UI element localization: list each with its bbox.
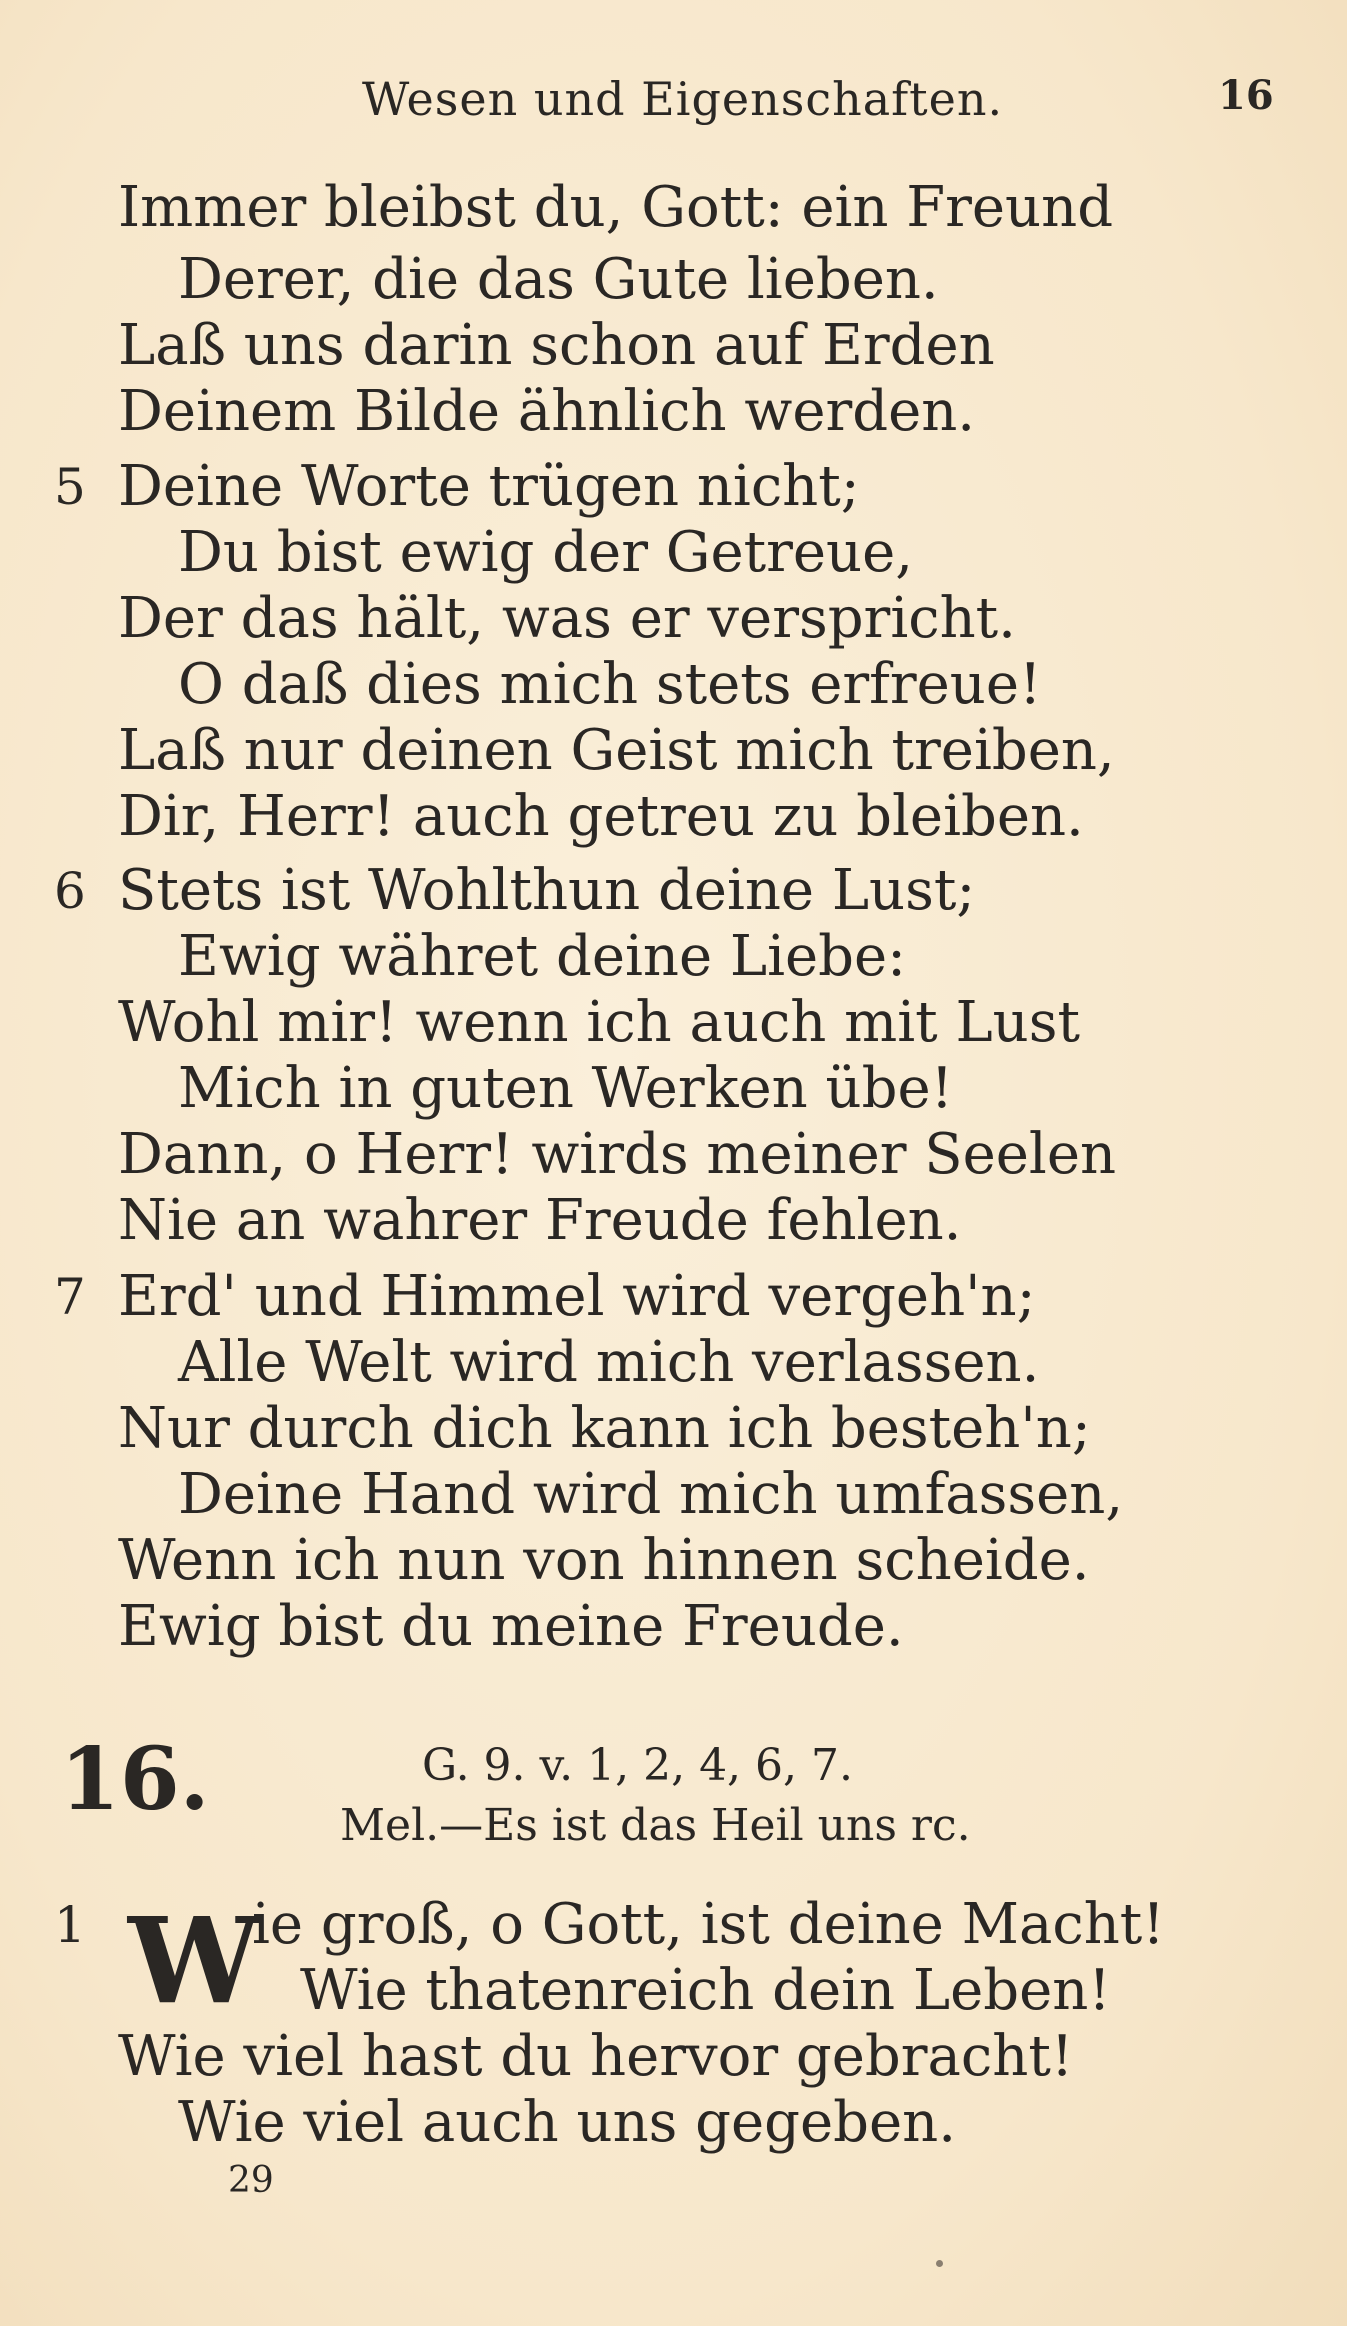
hymn-melody: Mel.—Es ist das Heil uns rc.: [340, 1800, 971, 1851]
verse-number: 7: [54, 1268, 86, 1326]
verse-line: Immer bleibst du, Gott: ein Freund: [118, 175, 1114, 240]
verse-line: Ewig währet deine Liebe:: [178, 924, 906, 989]
hymn-number: 16.: [60, 1729, 210, 1830]
verse-line: Laß uns darin schon auf Erden: [118, 313, 995, 378]
verse-line: Wie viel auch uns gegeben.: [178, 2090, 957, 2155]
verse-line: Dir, Herr! auch getreu zu bleiben.: [118, 784, 1084, 849]
verse-line: Deine Worte trügen nicht;: [118, 454, 860, 519]
verse-line: Ewig bist du meine Freude.: [118, 1594, 904, 1659]
verse-line: ie groß, o Gott, ist deine Macht!: [252, 1892, 1165, 1957]
page-number: 16: [1218, 72, 1274, 119]
verse-number: 6: [54, 862, 86, 920]
drop-cap: W: [128, 1891, 261, 2030]
verse-line: Nur durch dich kann ich besteh'n;: [118, 1396, 1091, 1461]
verse-number: 1: [54, 1896, 86, 1954]
verse-line: Deine Hand wird mich umfassen,: [178, 1462, 1124, 1527]
signature-mark: 29: [228, 2160, 274, 2201]
verse-line: Wie viel hast du hervor gebracht!: [118, 2024, 1074, 2089]
verse-line: Erd' und Himmel wird vergeh'n;: [118, 1264, 1036, 1329]
verse-line: Wenn ich nun von hinnen scheide.: [118, 1528, 1090, 1593]
verse-line: Wie thatenreich dein Leben!: [300, 1958, 1111, 2023]
verse-line: Du bist ewig der Getreue,: [178, 520, 914, 585]
verse-line: Dann, o Herr! wirds meiner Seelen: [118, 1122, 1117, 1187]
ink-speck: [936, 2260, 943, 2267]
verse-line: Derer, die das Gute lieben.: [178, 247, 939, 312]
verse-line: Der das hält, was er verspricht.: [118, 586, 1016, 651]
verse-line: Laß nur deinen Geist mich treiben,: [118, 718, 1115, 783]
hymn-reference: G. 9. v. 1, 2, 4, 6, 7.: [422, 1740, 853, 1791]
verse-line: Alle Welt wird mich verlassen.: [178, 1330, 1040, 1395]
verse-line: Mich in guten Werken übe!: [178, 1056, 954, 1121]
verse-line: Nie an wahrer Freude fehlen.: [118, 1188, 962, 1253]
verse-number: 5: [54, 458, 86, 516]
verse-line: Wohl mir! wenn ich auch mit Lust: [118, 990, 1080, 1055]
running-title: Wesen und Eigenschaften.: [362, 72, 1004, 126]
verse-line: O daß dies mich stets erfreue!: [178, 652, 1042, 717]
verse-line: Deinem Bilde ähnlich werden.: [118, 379, 976, 444]
verse-line: Stets ist Wohlthun deine Lust;: [118, 858, 976, 923]
